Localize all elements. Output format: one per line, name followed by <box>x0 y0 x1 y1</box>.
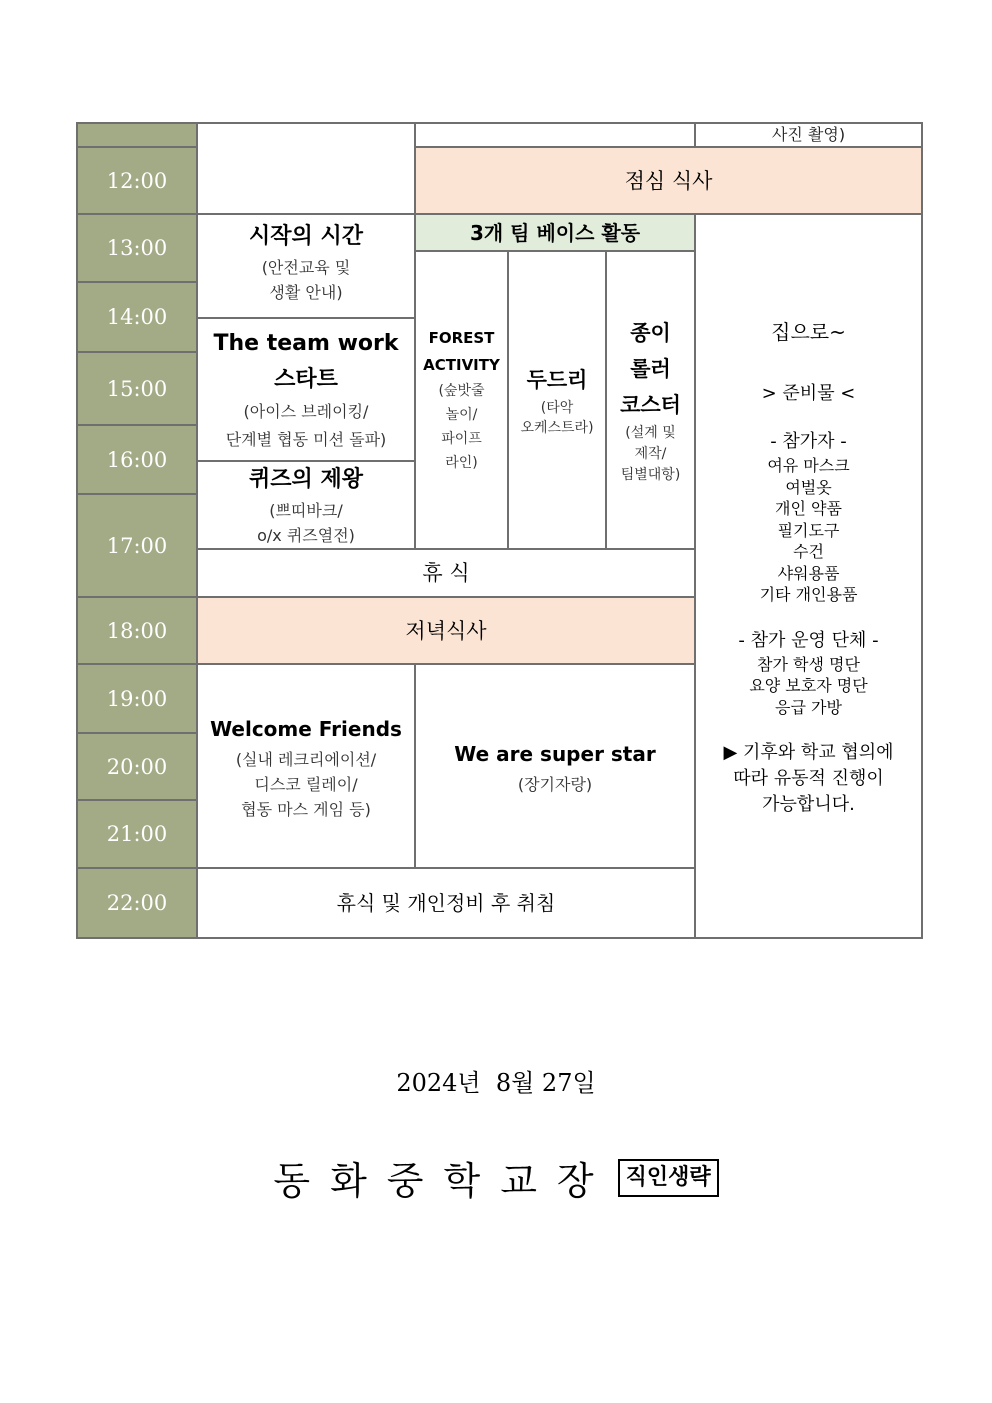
time-cell-partial <box>76 122 198 148</box>
quiz-title: 퀴즈의 제왕 <box>249 467 363 492</box>
time-cell <box>76 867 198 939</box>
photo-cell <box>694 122 923 148</box>
teamwork-cell <box>196 317 416 462</box>
teamwork-sub: (아이스 브레이킹/ <box>243 401 369 421</box>
rest-cell <box>196 548 696 598</box>
time-label: 16:00 <box>106 447 168 472</box>
time-label: 14:00 <box>106 305 168 329</box>
night-cell <box>196 867 696 939</box>
staff-header: - 참가 운영 단체 - <box>738 629 879 651</box>
time-label: 20:00 <box>106 754 168 779</box>
seal-omitted-stamp: 직인생략 <box>618 1159 719 1197</box>
time-label: 13:00 <box>106 236 168 260</box>
base-header: 3개 팀 베이스 활동 <box>469 220 641 245</box>
base-header-cell <box>414 213 696 252</box>
participant-item: 수건 <box>793 542 824 561</box>
superstar-cell <box>414 663 696 869</box>
time-label: 19:00 <box>106 686 168 711</box>
forest-sub: 놀이/ <box>445 407 478 423</box>
teamwork-title: 스타트 <box>274 366 338 392</box>
document-date: 2024년 8월 27일 <box>396 1069 596 1097</box>
start-cell <box>196 213 416 319</box>
time-cell <box>76 596 198 665</box>
time-cell <box>76 213 198 283</box>
time-label: 22:00 <box>106 891 168 915</box>
dinner-cell <box>196 596 696 665</box>
dudri-cell <box>507 250 607 550</box>
dudri-sub: 오케스트라) <box>520 420 594 436</box>
time-cell <box>76 146 198 215</box>
coaster-sub: 제작/ <box>634 445 667 462</box>
start-sub: (안전교육 및 <box>261 258 351 277</box>
coaster-sub: 팀별대항) <box>620 466 681 483</box>
photo-text: 사진 촬영) <box>771 125 846 144</box>
participant-item: 여벌옷 <box>785 477 832 497</box>
time-cell <box>76 732 198 801</box>
night-label: 휴식 및 개인정비 후 취침 <box>336 891 556 915</box>
coaster-title: 롤러 <box>630 356 671 381</box>
superstar-sub: (장기자랑) <box>517 774 593 794</box>
lunch-cell <box>414 146 923 215</box>
forest-cell <box>414 250 509 550</box>
lunch-label: 점심 식사 <box>624 168 713 193</box>
staff-item: 응급 가방 <box>775 697 842 717</box>
coaster-title: 종이 <box>630 320 671 345</box>
participant-item: 샤워용품 <box>777 563 840 583</box>
coaster-sub: (설계 및 <box>625 424 676 441</box>
participant-item: 여유 마스크 <box>767 456 850 475</box>
time-cell <box>76 493 198 598</box>
principal-name: 동화중학교장 <box>273 1159 614 1203</box>
teamwork-title: The team work <box>213 330 399 356</box>
home-title: 집으로~ <box>771 320 846 344</box>
coaster-cell <box>605 250 696 550</box>
empty-cell <box>414 122 696 148</box>
coaster-title: 코스터 <box>620 392 681 417</box>
time-label: 17:00 <box>106 533 168 558</box>
dudri-sub: (타악 <box>540 400 574 416</box>
note-line: 가능합니다. <box>762 794 855 815</box>
superstar-title: We are super star <box>454 741 656 766</box>
forest-sub: (숲밧줄 <box>438 383 485 399</box>
time-label: 12:00 <box>106 168 168 193</box>
welcome-sub: 협동 마스 게임 등) <box>241 799 371 819</box>
home-cell <box>694 213 923 939</box>
dudri-title: 두드리 <box>526 368 588 392</box>
welcome-sub: 디스코 릴레이/ <box>254 774 358 794</box>
forest-sub: 라인) <box>445 455 478 471</box>
start-title: 시작의 시간 <box>249 224 363 249</box>
time-cell <box>76 799 198 869</box>
forest-sub: 파이프 <box>441 431 482 447</box>
time-label: 15:00 <box>106 376 168 401</box>
quiz-cell <box>196 460 416 550</box>
start-sub: 생활 안내) <box>269 283 343 302</box>
time-label: 18:00 <box>106 618 168 643</box>
prep-header: > 준비물 < <box>761 383 856 404</box>
participants-header: - 참가자 - <box>770 431 847 452</box>
staff-item: 요양 보호자 명단 <box>749 676 868 695</box>
note-line: ▶ 기후와 학교 협의에 <box>723 742 894 763</box>
time-cell <box>76 663 198 734</box>
quiz-sub: (쁘띠바크/ <box>269 501 343 520</box>
welcome-cell <box>196 663 416 869</box>
participant-item: 기타 개인용품 <box>759 585 858 604</box>
empty-cell <box>196 122 416 215</box>
time-cell <box>76 281 198 353</box>
staff-item: 참가 학생 명단 <box>757 654 860 674</box>
time-label: 21:00 <box>106 822 168 846</box>
welcome-title: Welcome Friends <box>210 716 402 741</box>
forest-title: ACTIVITY <box>423 356 500 374</box>
welcome-sub: (실내 레크리에이션/ <box>235 749 377 769</box>
note-line: 따라 유동적 진행이 <box>733 768 884 789</box>
dinner-label: 저녁식사 <box>405 618 487 643</box>
time-cell <box>76 351 198 426</box>
forest-title: FOREST <box>428 329 495 347</box>
participant-item: 필기도구 <box>777 520 840 540</box>
rest-label: 휴 식 <box>422 561 470 585</box>
participant-item: 개인 약품 <box>775 499 842 518</box>
teamwork-sub: 단계별 협동 미션 돌파) <box>225 429 387 449</box>
time-cell <box>76 424 198 495</box>
principal-signature <box>0 1150 992 1205</box>
quiz-sub: o/x 퀴즈열전) <box>257 526 355 545</box>
